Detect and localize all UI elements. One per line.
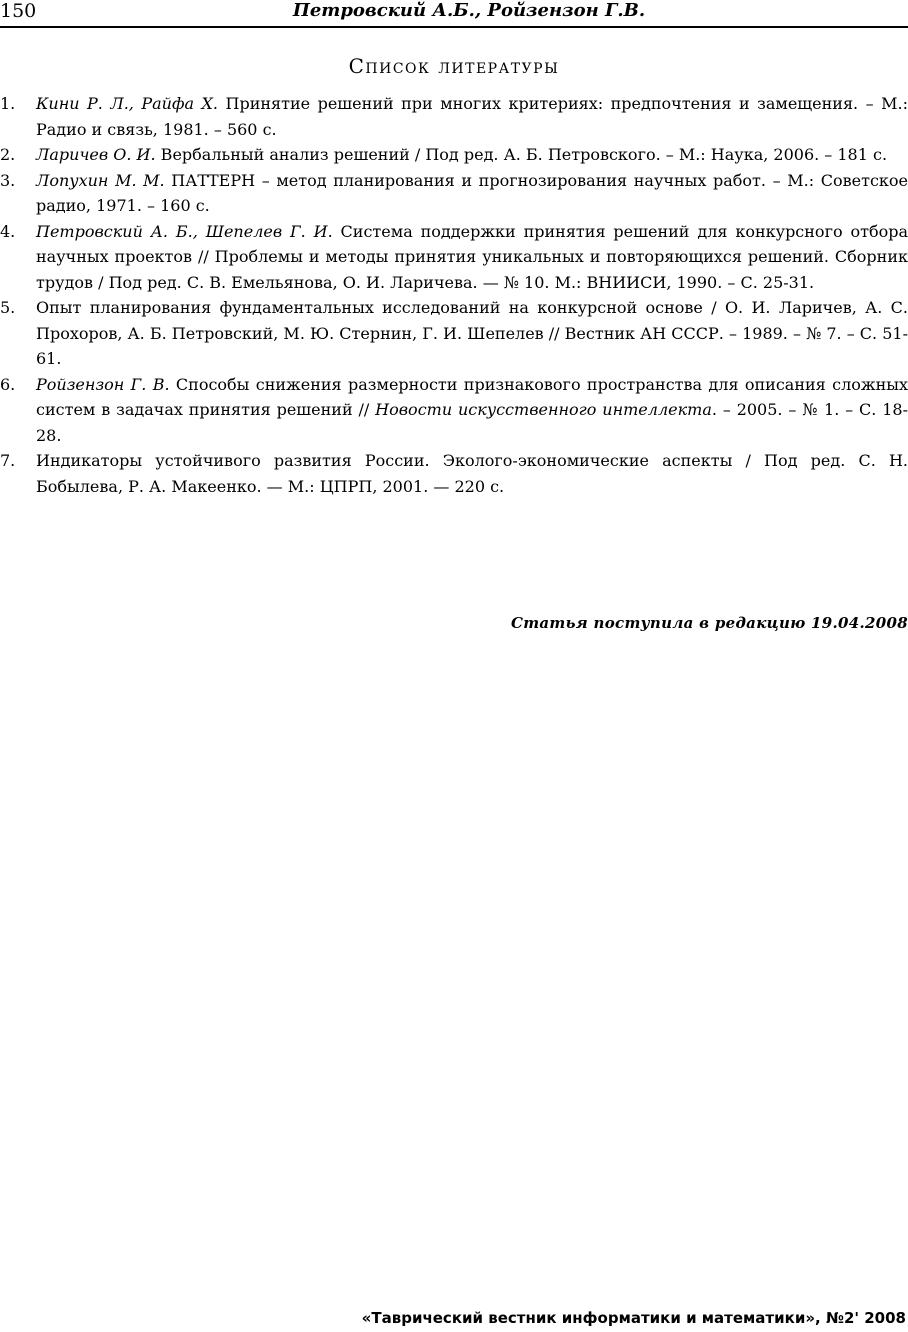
reference-number: 7. (0, 451, 16, 470)
reference-text: Система поддержки принятия решений для конкурсного отбора научных проектов // Проблемы и методы принятия уникальных и повторяющихся решений. Сборник трудов / Под ред. С. В. Емельянова, О. И. Ларичева. — № 10. М.: ВНИИСИ, 1990. – С. 25-31. (36, 221, 908, 292)
reference-authors: Кини Р. Л., Райфа Х. (36, 94, 219, 113)
reference-number: 6. (0, 374, 16, 394)
reference-number: 4. (0, 221, 16, 241)
reference-text-tail: . – 2005. – № 1. – С. 18-28. (36, 400, 908, 445)
journal-footer: «Таврический вестник информатики и математики», №2' 2008 (361, 1309, 906, 1327)
reference-item-5 (0, 295, 908, 372)
reference-text: Способы снижения размерности признакового пространства для описания сложных систем в задачах принятия решений // (36, 374, 908, 419)
running-header (0, 0, 908, 28)
reference-item-4 (0, 219, 908, 296)
reference-journal: Новости искусственного интеллекта (375, 400, 712, 419)
reference-text: Опыт планирования фундаментальных исследований на конкурсной основе / О. И. Ларичев, А. С. Прохоров, А. Б. Петровский, М. Ю. Стернин, Г. И. Шепелев // Вестник АН СССР. – 1989. – № 7. – С. 51-61. (36, 298, 908, 368)
reference-authors: Петровский А. Б., Шепелев Г. И. (36, 221, 333, 241)
reference-number: 5. (0, 298, 16, 317)
reference-number: 3. (0, 170, 16, 190)
reference-text: Индикаторы устойчивого развития России. Эколого-экономические аспекты / Под ред. С. Н. Бобылева, Р. А. Макеенко. — М.: ЦПРП, 2001. — 220 с. (36, 451, 908, 496)
header-authors: Петровский А.Б., Ройзензон Г.В. (292, 0, 646, 21)
reference-list (0, 91, 908, 499)
reference-authors: Ройзензон Г. В. (36, 374, 170, 394)
page-number: 150 (0, 0, 37, 22)
reference-text: Вербальный анализ решений / Под ред. А. Б. Петровского. – М.: Наука, 2006. – 181 с. (155, 145, 888, 164)
reference-item-7 (0, 448, 908, 499)
reference-number: 2. (0, 145, 16, 164)
reference-text: Принятие решений при многих критериях: предпочтения и замещения. – М.: Радио и связь, 1981. – 560 с. (36, 94, 908, 139)
reference-number: 1. (0, 94, 16, 113)
received-date-note: Статья поступила в редакцию 19.04.2008 (510, 614, 908, 632)
reference-item-6 (0, 372, 908, 449)
reference-item-1 (0, 91, 908, 142)
reference-authors: Ларичев О. И. (36, 145, 156, 164)
reference-authors: Лопухин М. М. (36, 170, 165, 190)
reference-item-2 (0, 142, 908, 168)
section-title: Список литературы (348, 54, 560, 78)
reference-item-3 (0, 168, 908, 219)
reference-text: ПАТТЕРН – метод планирования и прогнозирования научных работ. – М.: Советское радио, 1971. – 160 с. (36, 170, 908, 215)
